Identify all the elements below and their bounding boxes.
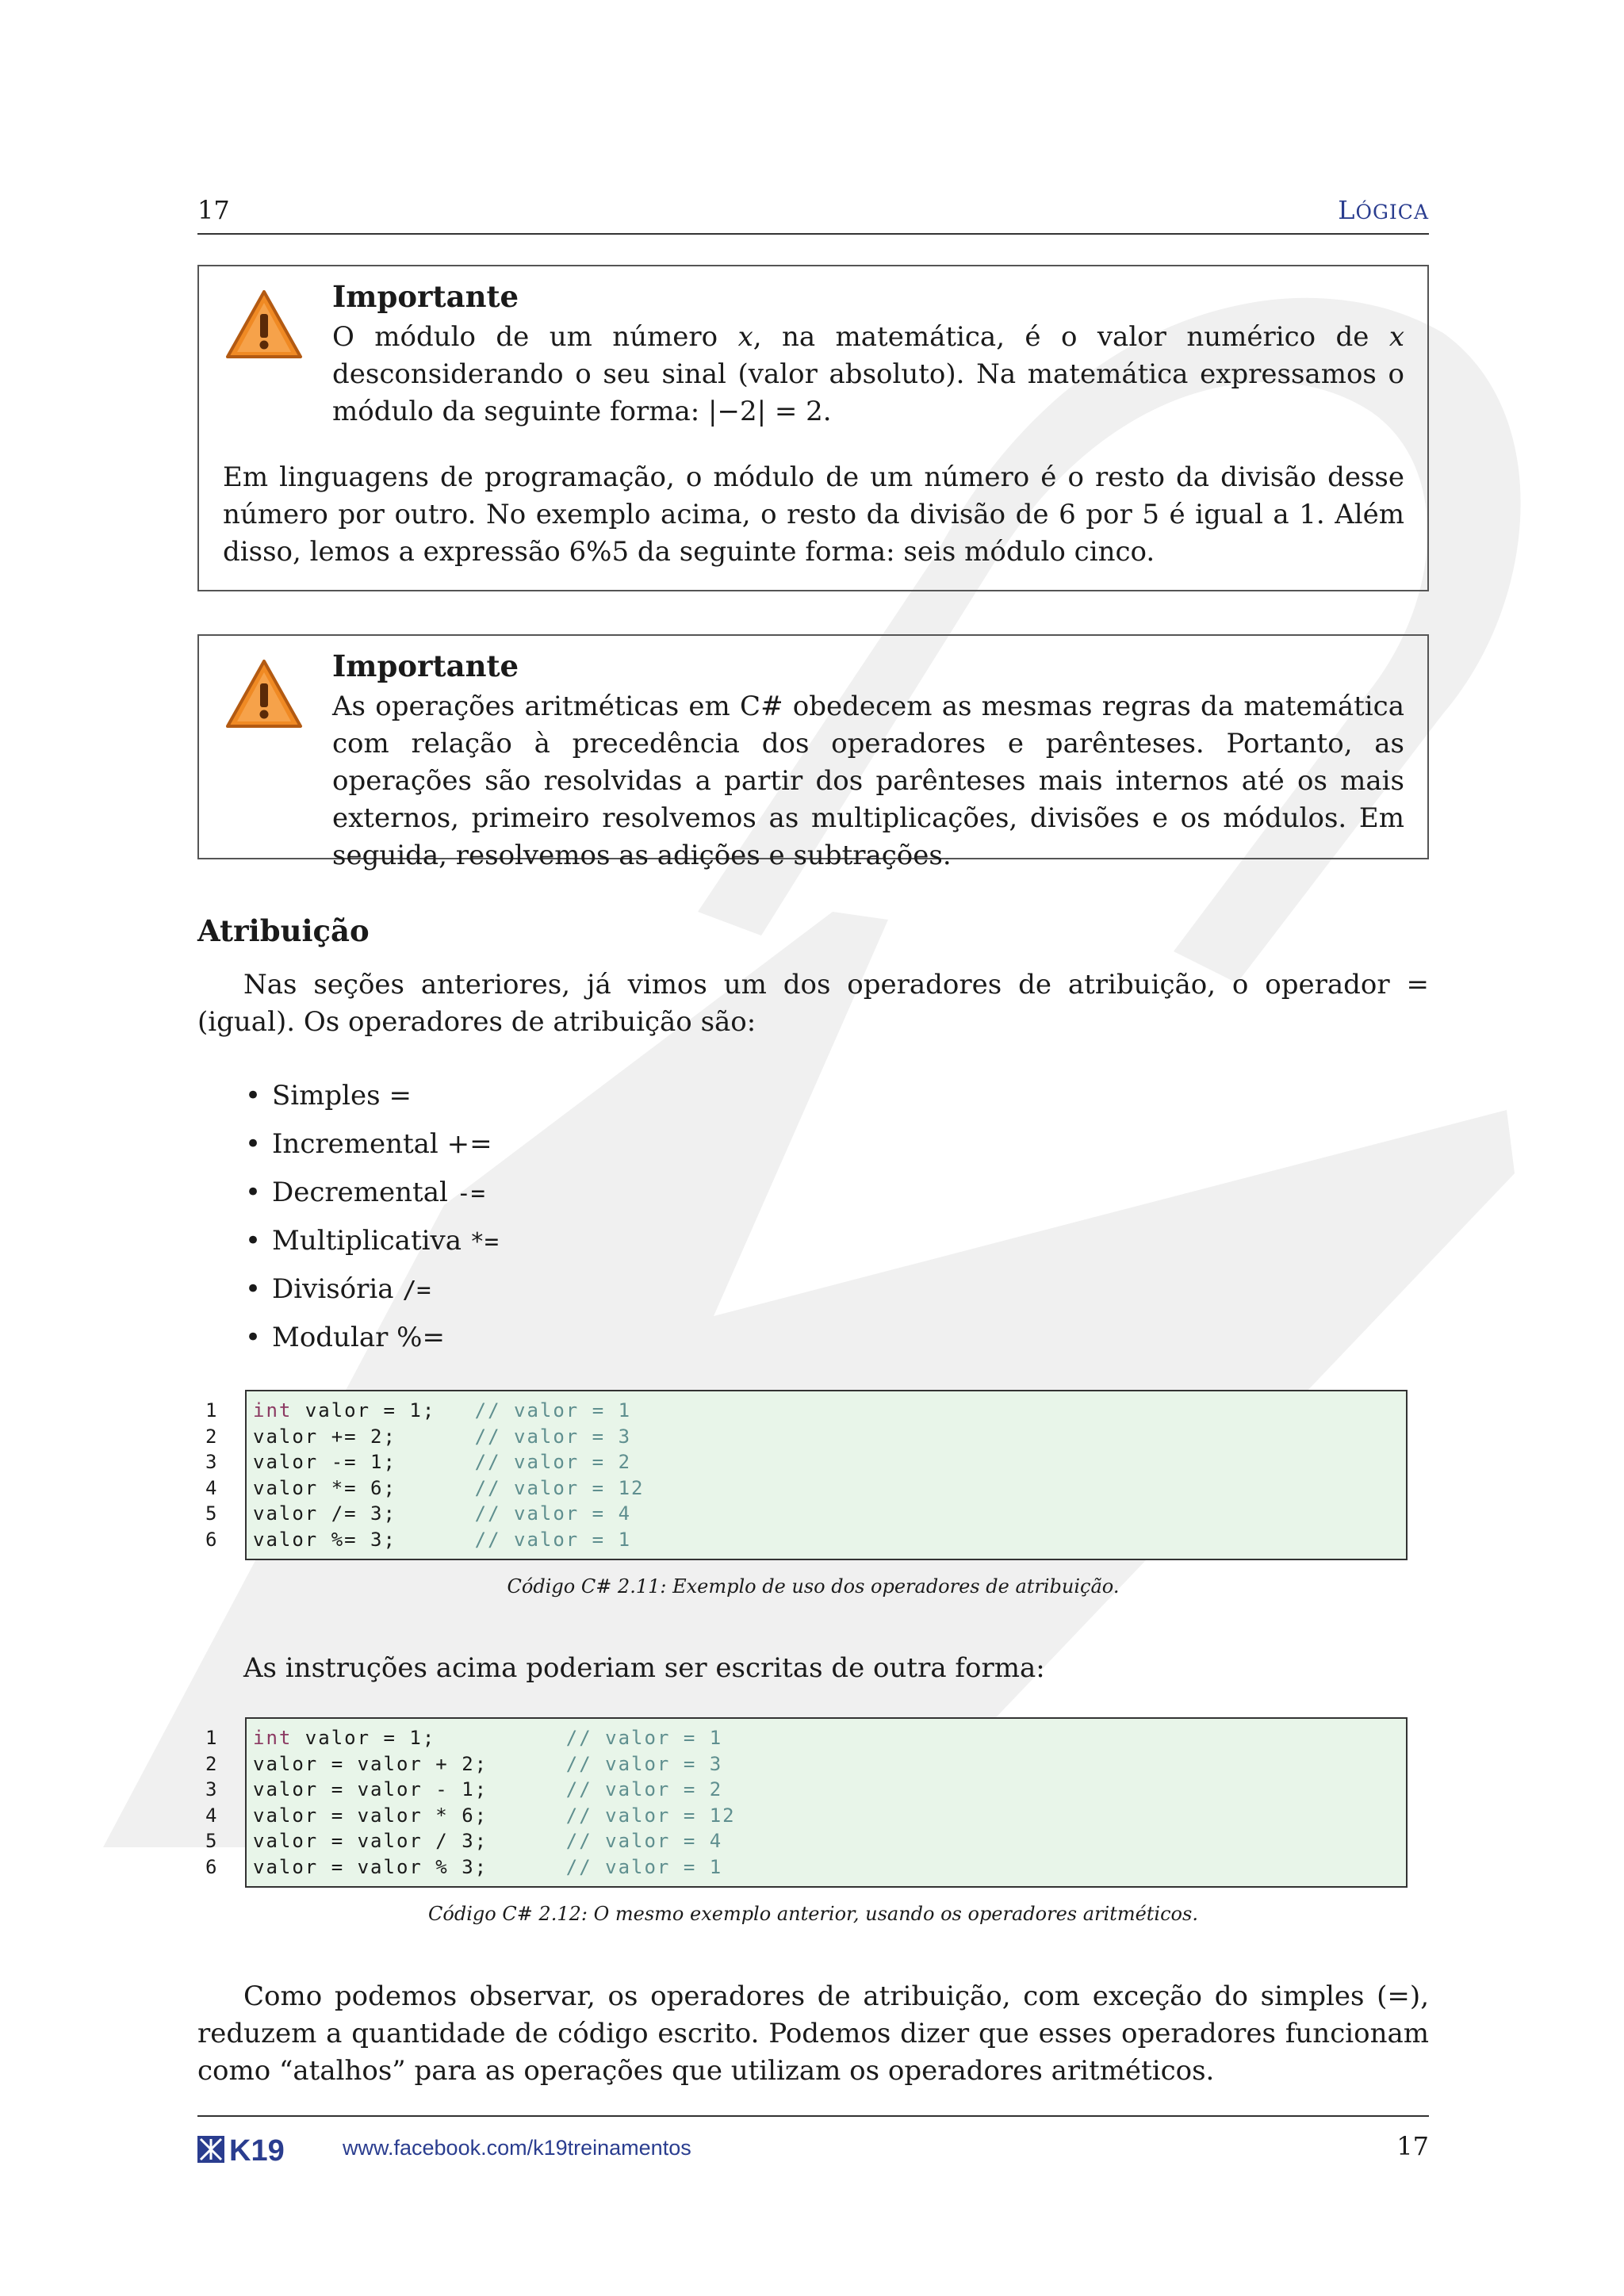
operator-name: Incremental (272, 1128, 439, 1160)
footer-page-number: 17 (1396, 2131, 1429, 2161)
code-comment: // valor = 1 (565, 1727, 723, 1749)
closing-paragraph (197, 1978, 1429, 2090)
code-text: valor = valor - 1; (253, 1778, 566, 1800)
code-text: valor += 2; (253, 1425, 475, 1448)
code-comment: // valor = 4 (565, 1830, 723, 1852)
code-text: valor = valor + 2; (253, 1752, 566, 1775)
code-caption-1: Código C# 2.11: Exemplo de uso dos operadores de atribuição. (507, 1575, 1120, 1598)
operator-symbol: %= (396, 1322, 445, 1353)
operator-list (245, 1072, 499, 1362)
code-listing-1 (197, 1390, 1429, 1556)
spacer (223, 430, 1404, 459)
code-line (253, 1501, 1400, 1527)
code-line (253, 1527, 1400, 1553)
operator-name: Decremental (272, 1177, 448, 1208)
code-caption-2: Código C# 2.12: O mesmo exemplo anterior, usando os operadores aritméticos. (428, 1903, 1198, 1925)
line-numbers (205, 1725, 216, 1880)
operator-symbol: /= (402, 1276, 431, 1304)
list-item (245, 1169, 499, 1217)
code-comment: // valor = 4 (474, 1502, 632, 1525)
line-number: 4 (205, 1804, 217, 1827)
line-number: 3 (205, 1778, 217, 1800)
code-comment: // valor = 12 (474, 1476, 645, 1499)
text-span: O módulo de um número (332, 321, 738, 353)
text-span: desconsiderando o seu sinal (valor absoluto). Na matemática expressamos o módulo da seguinte forma: |−2| = 2. (332, 358, 1404, 427)
page-footer (197, 2115, 1429, 2164)
code-line (253, 1828, 1400, 1854)
bullet-icon: • (245, 1080, 262, 1112)
line-number: 4 (205, 1476, 217, 1499)
code-text: valor %= 3; (253, 1528, 475, 1551)
code-comment: // valor = 2 (474, 1451, 632, 1473)
list-item (245, 1217, 499, 1265)
intro-paragraph (197, 966, 1429, 1041)
code-line (253, 1803, 1400, 1829)
mid-paragraph (197, 1650, 1429, 1687)
important-box-1 (197, 265, 1429, 591)
list-item (245, 1314, 499, 1362)
code-line (253, 1777, 1400, 1803)
line-number: 2 (205, 1425, 217, 1448)
important-text (223, 688, 1404, 874)
list-item (245, 1120, 499, 1169)
precedence-text: As operações aritméticas em C# obedecem as mesmas regras da matemática com relação à precedência dos operadores e parênteses. Portanto, as operações são resolvidas a partir dos parênteses mais internos até os mais externos, primeiro resolvemos as multiplicações, divisões e os módulos. Em seguida, resolvemos as adições e subtrações. (332, 691, 1404, 871)
chapter-title-initial: L (1338, 195, 1356, 225)
code-line (253, 1398, 1400, 1424)
math-var-x: x (737, 321, 753, 353)
list-item (245, 1072, 499, 1120)
operator-symbol: += (446, 1128, 492, 1160)
bullet-icon: • (245, 1273, 262, 1305)
bullet-icon: • (245, 1128, 262, 1160)
code-area (245, 1717, 1408, 1888)
bullet-icon: • (245, 1322, 262, 1353)
closing-text: Como podemos observar, os operadores de atribuição, com exceção do simples (=), reduzem a quantidade de código escrito. Podemos dizer que esses operadores funcionam como “atalhos” para as operações que utilizam os operadores aritméticos. (197, 1980, 1429, 2087)
text-span: , na matemática, é o valor numérico de (753, 321, 1389, 353)
line-number: 3 (205, 1451, 217, 1473)
line-number: 2 (205, 1752, 217, 1775)
important-title: Importante (332, 649, 519, 683)
header-page-number: 17 (197, 195, 230, 225)
keyword: int (253, 1399, 293, 1422)
code-line (253, 1854, 1400, 1881)
k19-logo (197, 2134, 316, 2164)
operator-symbol: *= (469, 1228, 499, 1256)
code-comment: // valor = 2 (565, 1778, 723, 1800)
code-line (253, 1751, 1400, 1777)
code-line (253, 1449, 1400, 1475)
math-var-x: x (1388, 321, 1405, 353)
code-listing-2 (197, 1717, 1429, 1884)
code-text: valor *= 6; (253, 1476, 475, 1499)
intro-text: Nas seções anteriores, já vimos um dos operadores de atribuição, o operador = (igual). Os operadores de atribuição são: (197, 969, 1429, 1038)
code-comment: // valor = 3 (565, 1752, 723, 1775)
line-numbers (205, 1398, 216, 1552)
code-comment: // valor = 1 (474, 1528, 632, 1551)
line-number: 6 (205, 1855, 217, 1878)
code-text: valor -= 1; (253, 1451, 475, 1473)
code-text: valor = valor % 3; (253, 1855, 566, 1878)
important-title: Importante (332, 279, 519, 314)
code-area (245, 1390, 1408, 1560)
line-number: 5 (205, 1830, 217, 1852)
code-text: valor = valor / 3; (253, 1830, 566, 1852)
facebook-link[interactable]: www.facebook.com/k19treinamentos (343, 2136, 691, 2160)
modulo-programming-text: Em linguagens de programação, o módulo de um número é o resto da divisão desse número por outro. No exemplo acima, o resto da divisão de 6 por 5 é igual a 1. Além disso, lemos a expressão 6%5 da seguinte forma: seis módulo cinco. (223, 461, 1404, 568)
chapter-title (1338, 195, 1429, 225)
line-number: 6 (205, 1528, 217, 1551)
code-comment: // valor = 3 (474, 1425, 632, 1448)
line-number: 5 (205, 1502, 217, 1525)
operator-name: Modular (272, 1322, 389, 1353)
running-header (197, 195, 1429, 235)
line-number: 1 (205, 1399, 217, 1422)
bullet-icon: • (245, 1177, 262, 1208)
code-line (253, 1725, 1400, 1751)
list-item (245, 1265, 499, 1314)
code-line (253, 1424, 1400, 1450)
section-title: Atribuição (197, 913, 370, 948)
code-text: valor = valor * 6; (253, 1804, 566, 1827)
code-text: valor /= 3; (253, 1502, 475, 1525)
important-text (223, 319, 1404, 571)
code-comment: // valor = 12 (565, 1804, 736, 1827)
operator-name: Divisória (272, 1273, 394, 1305)
modulo-definition (223, 319, 1404, 430)
code-text: valor = 1; (292, 1399, 475, 1422)
chapter-title-rest: ÓGICA (1355, 201, 1429, 224)
code-comment: // valor = 1 (474, 1399, 632, 1422)
operator-name: Simples (272, 1080, 381, 1112)
code-line (253, 1475, 1400, 1502)
operator-symbol: = (389, 1080, 412, 1112)
operator-symbol: -= (456, 1180, 485, 1207)
code-text: valor = 1; (292, 1727, 566, 1749)
bullet-icon: • (245, 1225, 262, 1257)
keyword: int (253, 1727, 293, 1749)
code-comment: // valor = 1 (565, 1855, 723, 1878)
logo-text: K19 (229, 2134, 285, 2164)
mid-text: As instruções acima poderiam ser escritas de outra forma: (243, 1652, 1045, 1684)
important-box-2 (197, 634, 1429, 871)
operator-name: Multiplicativa (272, 1225, 462, 1257)
line-number: 1 (205, 1727, 217, 1749)
